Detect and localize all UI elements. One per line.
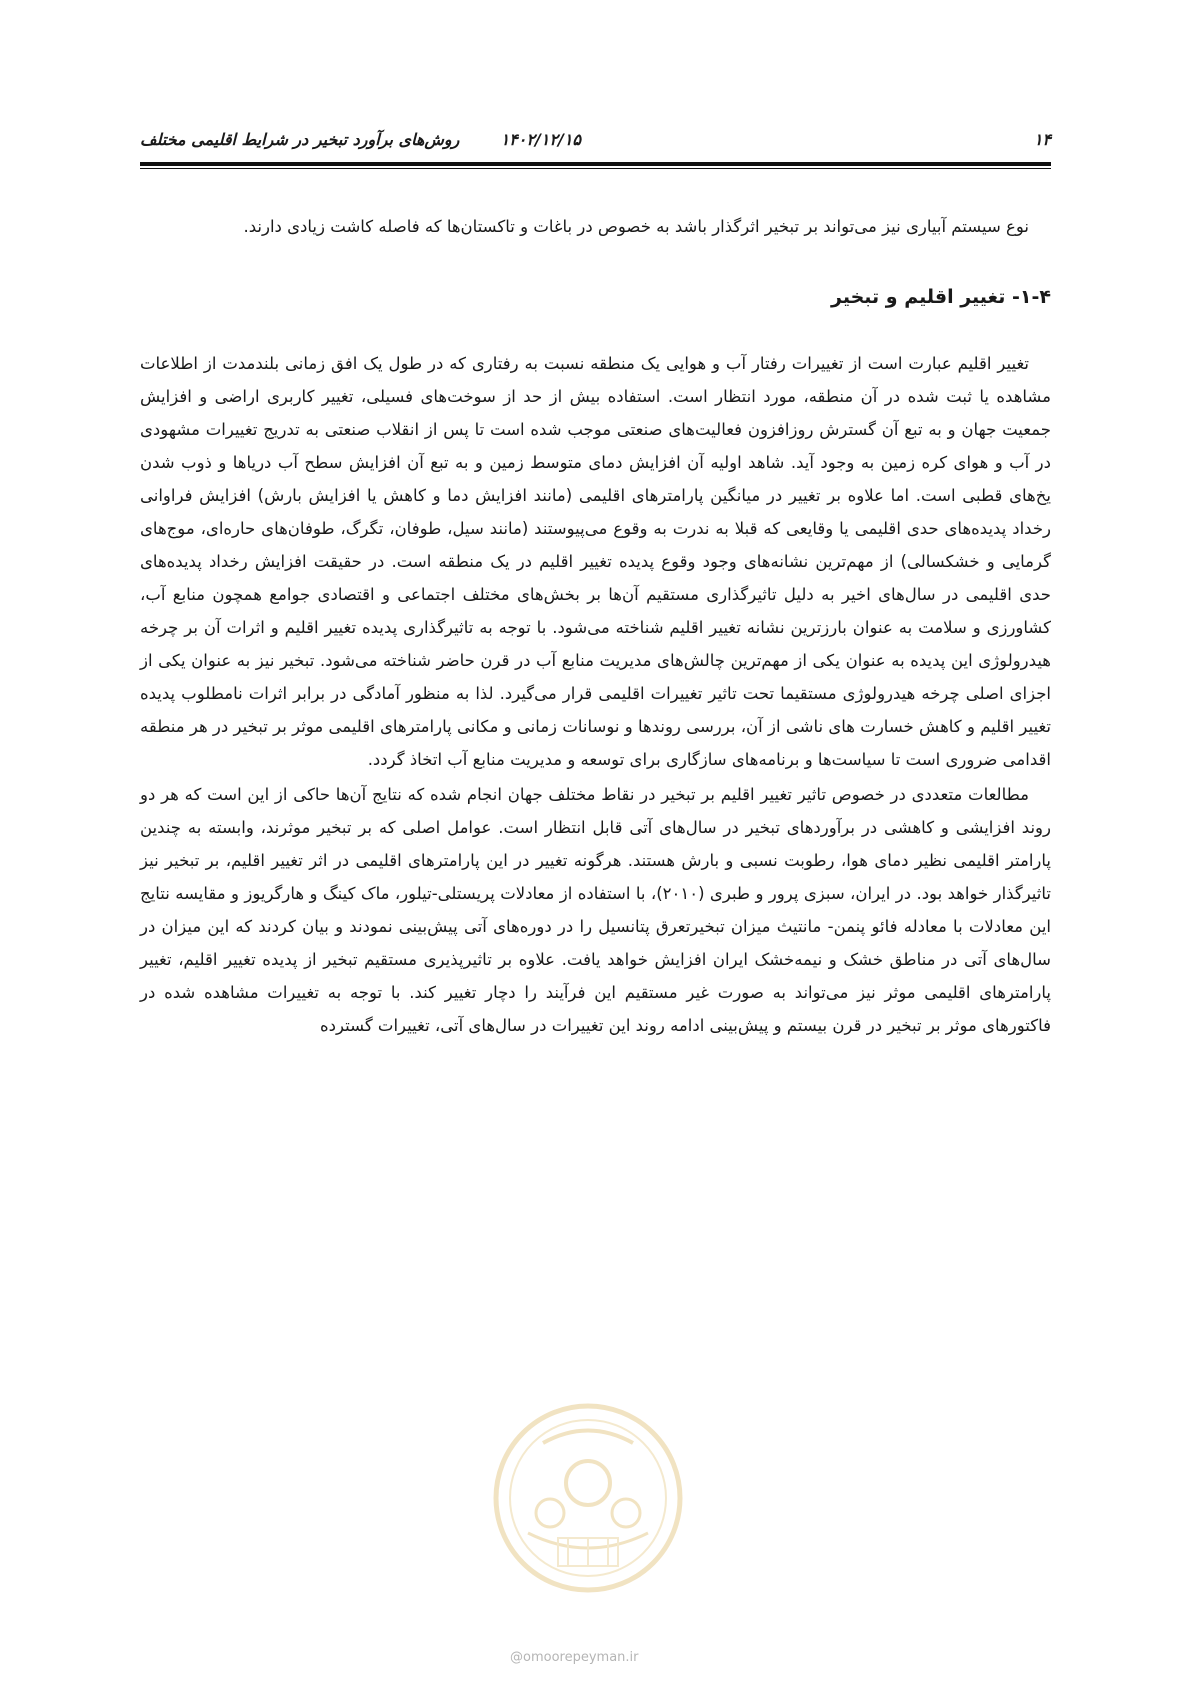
header-rule-thin — [140, 168, 1051, 169]
watermark-seal-icon — [488, 1398, 688, 1598]
page-number: ۱۴ — [1033, 130, 1051, 149]
body-paragraph: مطالعات متعددی در خصوص تاثیر تغییر اقلیم بر تبخیر در نقاط مختلف جهان انجام شده که نتایج آن‌ها حاکی از این است که هر دو روند افزایشی و کاهشی در برآوردهای تبخیر در سال‌های آتی قابل انتظار است. عوامل اصلی که بر تبخیر موثرند، وابسته به چندین پارامتر اقلیمی نظیر دمای هوا، رطوبت نسبی و بارش هستند. هرگونه تغییر در این پارامترهای اقلیمی در اثر تغییر اقلیم، بر تبخیر نیز تاثیرگذار خواهد بود. در ایران، سبزی پرور و طبری (۲۰۱۰)، با استفاده از معادلات پریستلی-تیلور، ماک کینگ و هارگریوز و مقایسه نتایج این معادلات با معادله فائو پنمن- مانتیث میزان تبخیرتعرق پتانسیل را در دوره‌های آتی پیش‌بینی نمودند و بیان کردند که این میزان در سال‌های آتی در مناطق خشک و نیمه‌خشک ایران افزایش خواهد یافت. علاوه بر تاثیرپذیری مستقیم تبخیر از پدیده تغییر اقلیم، تغییر پارامترهای اقلیمی موثر نیز می‌تواند به صورت غیر مستقیم این فرآیند را دچار تغییر کند. با توجه به تغییرات مشاهده شده در فاکتورهای موثر بر تبخیر در قرن بیستم و پیش‌بینی ادامه روند این تغییرات در سال‌های آتی، تغییرات گسترده — [140, 785, 1051, 1035]
body-paragraph: تغییر اقلیم عبارت است از تغییرات رفتار آب و هوایی یک منطقه نسبت به رفتاری که در طول یک افق زمانی بلندمدت از اطلاعات مشاهده یا ثبت شده در آن منطقه، مورد انتظار است. استفاده بیش از حد از سوخت‌های فسیلی، تغییر کاربری اراضی و افزایش جمعیت جهان و به تبع آن گسترش روزافزون فعالیت‌های صنعتی موجب شده است تا پس از انقلاب صنعتی به تدریج تغییرات مشهودی در آب و هوای کره زمین به وجود آید. شاهد اولیه آن افزایش دمای متوسط زمین و به تبع آن افزایش سطح آب دریاها و ذوب شدن یخ‌های قطبی است. اما علاوه بر تغییر در میانگین پارامترهای اقلیمی (مانند افزایش دما و کاهش یا افزایش بارش) افزایش فراوانی رخداد پدیده‌های حدی اقلیمی یا وقایعی که قبلا به ندرت به وقوع می‌پیوستند (مانند سیل، طوفان، تگرگ، طوفان‌های حاره‌ای، موج‌های گرمایی و خشکسالی) از مهم‌ترین نشانه‌های وجود وقوع پدیده تغییر اقلیم در یک منطقه است. در حقیقت افزایش رخداد پدیده‌های حدی اقلیمی در سال‌های اخیر به دلیل تاثیرگذاری مستقیم آن‌ها بر بخش‌های مختلف اجتماعی و اقتصادی جوامع همچون منابع آب، کشاورزی و سلامت به عنوان بارزترین نشانه تغییر اقلیم شناخته می‌شود. با توجه به تاثیرگذاری پدیده تغییر اقلیم و اثرات آن بر چرخه هیدرولوژی این پدیده به عنوان یکی از مهم‌ترین چالش‌های مدیریت منابع آب در قرن حاضر شناخته می‌شود. تبخیر نیز به عنوان یکی از اجزای اصلی چرخه هیدرولوژی مستقیما تحت تاثیر تغییرات اقلیمی قرار می‌گیرد. لذا به منظور آمادگی در برابر اثرات نامطلوب پدیده تغییر اقلیم و کاهش خسارت های ناشی از آن، بررسی روندها و نوسانات زمانی و مکانی پارامترهای اقلیمی موثر بر تبخیر در هر منطقه اقدامی ضروری است تا سیاست‌ها و برنامه‌های سازگاری برای توسعه و مدیریت منابع آب اتخاذ گردد. — [140, 354, 1051, 769]
header-date: ۱۴۰۲/۱۲/۱۵ — [500, 130, 581, 149]
running-header — [140, 128, 1051, 162]
intro-paragraph: نوع سیستم آبیاری نیز می‌تواند بر تبخیر اثرگذار باشد به خصوص در باغات و تاکستان‌ها که فاصله کاشت زیادی دارند. — [243, 217, 1029, 236]
header-book-title: روش‌های برآورد تبخیر در شرایط اقلیمی مختلف — [140, 130, 460, 149]
page-body — [140, 210, 1051, 1042]
footer-website: @omoorepeyman.ir — [510, 1650, 639, 1665]
header-rule-thick — [140, 162, 1051, 166]
section-heading: ۱-۴- تغییر اقلیم و تبخیر — [831, 286, 1051, 308]
